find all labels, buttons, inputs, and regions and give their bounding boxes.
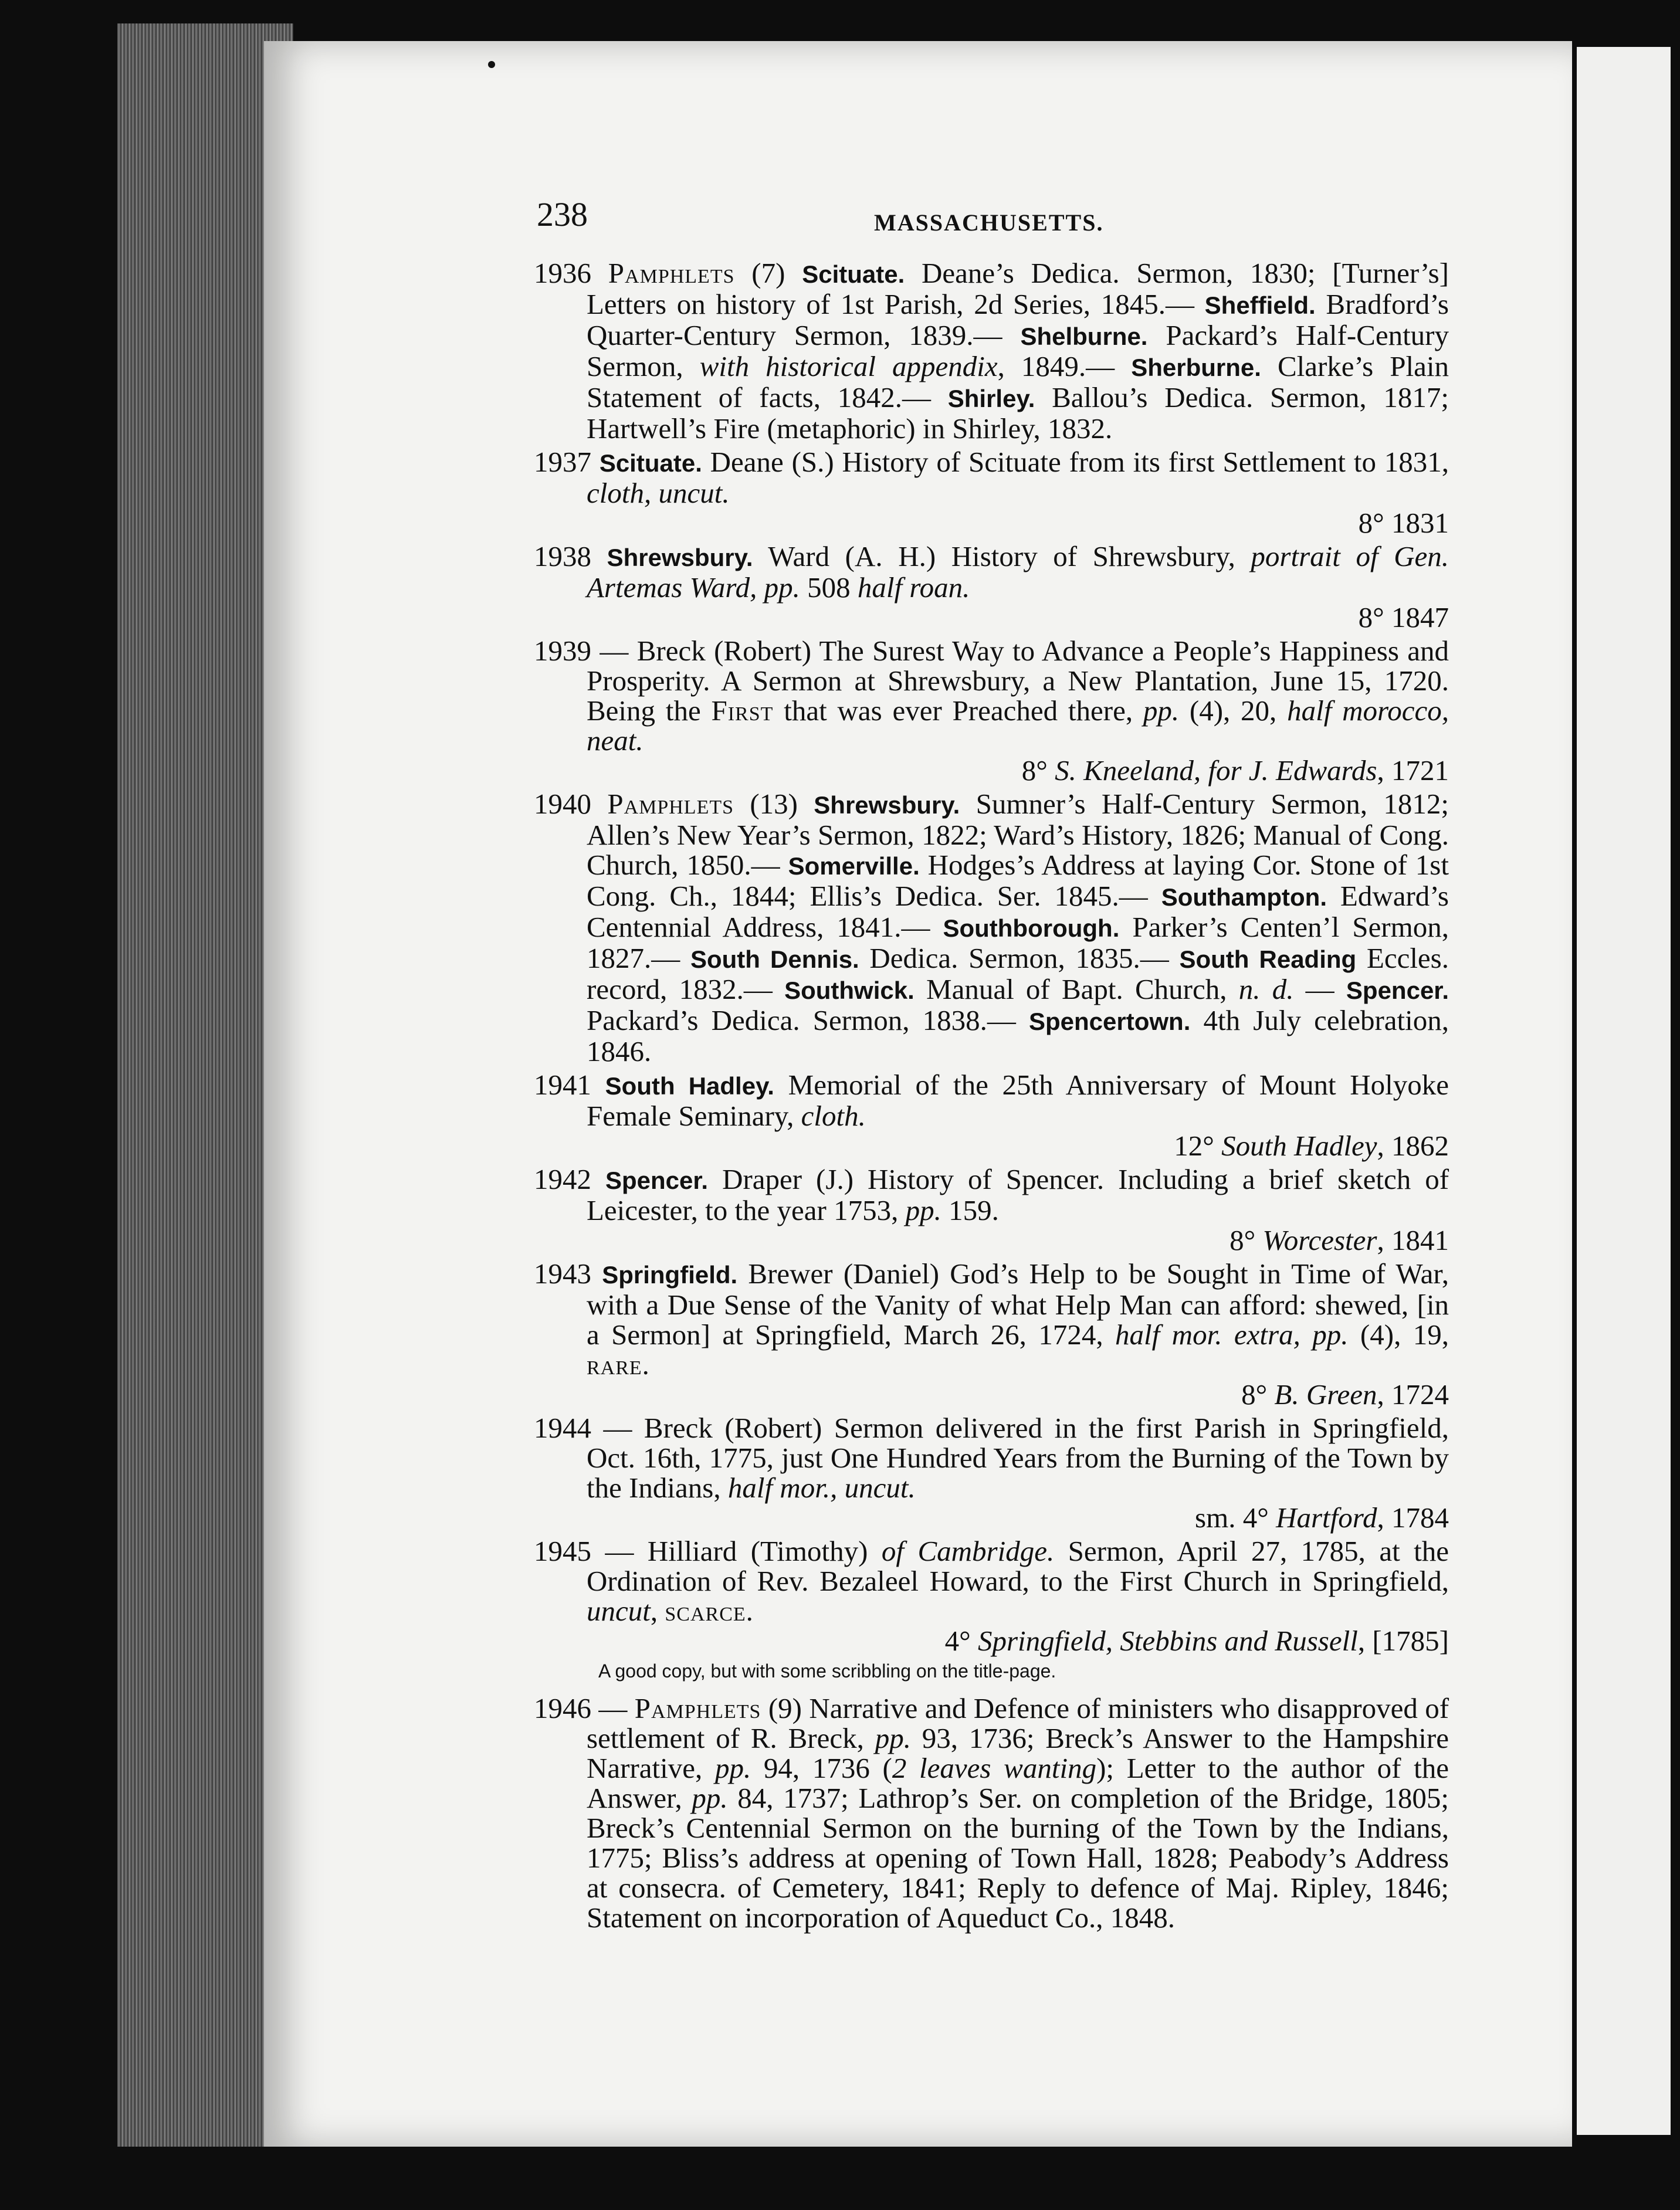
entry-text: 159.	[941, 1194, 999, 1226]
entry-place-heading: Spencertown.	[1028, 1008, 1191, 1035]
entry-note: A good copy, but with some scribbling on the title-page.	[598, 1660, 1056, 1682]
entry-text: pp.	[875, 1722, 911, 1754]
entry-number: 1944	[534, 1412, 604, 1444]
entry-place-heading: Shirley.	[947, 385, 1035, 412]
entry-text: cloth, uncut.	[587, 477, 730, 509]
entry-number: 1942	[534, 1163, 605, 1195]
entry-text: Packard’s Half-Century Sermon,	[587, 319, 1449, 382]
entry-text: Manual of Bapt. Church,	[914, 973, 1239, 1005]
entry-imprint	[587, 508, 1449, 538]
entry-text: 4°	[944, 1625, 978, 1657]
entry-text: Springfield, Stebbins and Russell	[977, 1625, 1358, 1657]
catalogue-entry	[534, 541, 1449, 632]
entry-text: sm. 4°	[1195, 1501, 1276, 1534]
catalogue-entry	[534, 1259, 1449, 1409]
entry-text: (4), 19,	[1348, 1318, 1449, 1351]
entry-place-heading: Spencer.	[605, 1167, 709, 1194]
entry-text: pp.	[1143, 694, 1180, 727]
entry-text: portrait of Gen. Artemas Ward, pp.	[587, 540, 1449, 604]
entry-text: First	[711, 694, 774, 727]
entry-text: 8° 1831	[1358, 507, 1449, 539]
entry-place-heading: Southborough.	[943, 914, 1120, 942]
catalogue-entry	[534, 1164, 1449, 1255]
entry-text: Ward (A. H.) History of Shrewsbury,	[753, 540, 1251, 572]
entry-place-heading: Shrewsbury.	[607, 544, 753, 571]
entry-text: half mor. extra, pp.	[1115, 1318, 1349, 1351]
entry-imprint	[587, 1379, 1449, 1409]
entry-text: (9) Narrative and Defence of ministers who disapproved of settlement of R. Breck,	[587, 1692, 1449, 1754]
entry-text: Parker’s Centen’l Sermon, 1827.—	[587, 911, 1449, 974]
page-content	[534, 195, 1449, 1936]
page-number: 238	[537, 195, 588, 233]
entry-text: (7)	[734, 257, 802, 289]
entry-text: Pamphlets	[634, 1692, 761, 1724]
entry-text: Pamphlets	[608, 257, 735, 289]
running-title: MASSACHUSETTS.	[874, 209, 1104, 236]
entry-imprint	[587, 1503, 1449, 1533]
entry-text: 94, 1736 (	[751, 1752, 892, 1784]
entry-text: Deane (S.) History of Scituate from its first Settlement to 1831,	[702, 446, 1449, 478]
entry-text: pp.	[714, 1752, 751, 1784]
entry-number: 1938	[534, 540, 607, 572]
entry-text: Pamphlets	[607, 788, 734, 820]
entry-text: Dedica. Sermon, 1835.—	[859, 942, 1180, 974]
entry-text: ,	[650, 1595, 665, 1627]
entry-text: Eccles. record, 1832.—	[587, 942, 1449, 1005]
entry-text: , 1721	[1377, 754, 1449, 787]
entry-place-heading: Shrewsbury.	[814, 791, 960, 819]
entry-place-heading: Scituate.	[802, 260, 905, 288]
entry-place-heading: Somerville.	[788, 852, 920, 880]
entry-text: , 1841	[1377, 1224, 1449, 1256]
entry-text: Sumner’s Half-Century Sermon, 1812; Allen’s New Year’s Sermon, 1822; Ward’s History, 1826; Manual of Cong. Church, 1850.—	[587, 788, 1449, 881]
entry-text: Sermon, April 27, 1785, at the Ordination of Rev. Bezaleel Howard, to the First Church in Springfield,	[587, 1535, 1449, 1597]
entry-place-heading: South Reading	[1179, 945, 1357, 973]
entry-text: cloth.	[801, 1100, 866, 1132]
entry-text: pp.	[692, 1782, 728, 1814]
entry-text: 84, 1737; Lathrop’s Ser. on completion of the Bridge, 1805; Breck’s Centennial Sermon on the burning of the Town by the Indians, 1775; Bliss’s address at opening of Town Hall, 1828; Peabody’s Address at consecra. of Cemetery, 1841; Reply to defence of Maj. Ripley, 1846; Statement on incorporation of Aqueduct Co., 1848.	[587, 1782, 1449, 1934]
entry-text: 93, 1736; Breck’s Answer to the Hampshire Narrative,	[587, 1722, 1449, 1784]
entry-place-heading: Southwick.	[784, 977, 914, 1004]
entry-place-heading: Scituate.	[599, 449, 702, 477]
print-speck	[488, 61, 495, 68]
entry-place-heading: Sherburne.	[1131, 354, 1261, 381]
catalogue-entry	[534, 447, 1449, 538]
entry-text: — Breck (Robert) Sermon delivered in the first Parish in Springfield, Oct. 16th, 1775, just One Hundred Years from the Burning of the Town by the Indians,	[587, 1412, 1449, 1504]
entry-text: n. d.	[1238, 973, 1294, 1005]
entry-text: Ballou’s Dedica. Sermon, 1817; Hartwell’s Fire (metaphoric) in Shirley, 1832.	[587, 381, 1449, 445]
catalogue-entry	[534, 636, 1449, 785]
entry-number: 1937	[534, 446, 599, 478]
entry-text: pp.	[905, 1194, 941, 1226]
entry-text: , [1785]	[1357, 1625, 1449, 1657]
entry-text: —	[1293, 973, 1346, 1005]
entry-place-heading: Shelburne.	[1020, 323, 1148, 350]
entry-place-heading: Sheffield.	[1204, 291, 1316, 319]
entry-text: Bradford’s Quarter-Century Sermon, 1839.—	[587, 288, 1449, 351]
entry-imprint	[587, 1131, 1449, 1161]
entry-text: — Breck (Robert) The Surest Way to Advance a People’s Happiness and Prosperity. A Sermon at Shrewsbury, a New Plantation, June 15, 1720. Being the	[587, 635, 1449, 727]
facing-page-edge	[1577, 47, 1671, 2135]
entry-number: 1941	[534, 1069, 605, 1101]
catalogue-entry	[534, 1413, 1449, 1533]
entry-text: 8° 1847	[1358, 601, 1449, 633]
catalogue-entry	[534, 1693, 1449, 1933]
entry-text: S. Kneeland, for J. Edwards	[1055, 754, 1377, 787]
entry-text: 8°	[1229, 1224, 1263, 1256]
entry-text: (13)	[734, 788, 814, 820]
entry-imprint	[587, 602, 1449, 632]
entry-imprint	[587, 755, 1449, 785]
entry-text: Worcester	[1262, 1224, 1377, 1256]
entry-place-heading: Southampton.	[1161, 883, 1327, 911]
entry-text: Brewer (Daniel) God’s Help to be Sought in Time of War, with a Due Sense of the Vanity of what Help Man can afford: shewed, [in a Sermon] at Springfield, March 26, 1724,	[587, 1257, 1449, 1351]
entry-number: 1940	[534, 788, 608, 820]
entry-number: 1945	[534, 1535, 605, 1567]
catalogue-entry	[534, 1536, 1449, 1656]
entry-text: Packard’s Dedica. Sermon, 1838.—	[587, 1004, 1029, 1036]
entry-imprint	[587, 1626, 1449, 1656]
catalogue-entry	[534, 1070, 1449, 1161]
entry-text: of Cambridge.	[881, 1535, 1055, 1567]
entry-text: Deane’s Dedica. Sermon, 1830; [Turner’s] Letters on history of 1st Parish, 2d Series, 1845.—	[587, 257, 1449, 320]
entry-text: , 1784	[1377, 1501, 1449, 1534]
entry-number: 1943	[534, 1257, 602, 1290]
entry-text: half mor., uncut.	[727, 1472, 916, 1504]
entry-place-heading: Springfield.	[602, 1261, 738, 1289]
entry-text: rare.	[587, 1348, 650, 1381]
entry-text: , 1849.—	[997, 350, 1132, 382]
entry-text: 12°	[1174, 1130, 1222, 1162]
entry-text: Hodges’s Address at laying Cor. Stone of 1st Cong. Ch., 1844; Ellis’s Dedica. Ser. 1845.—	[587, 849, 1449, 912]
entry-text: 2 leaves wanting	[892, 1752, 1097, 1784]
entry-text: half roan.	[857, 571, 970, 604]
entry-text: Memorial of the 25th Anniversary of Mount Holyoke Female Seminary,	[587, 1069, 1449, 1132]
entry-text: uncut	[587, 1595, 651, 1627]
entry-imprint	[587, 1225, 1449, 1255]
entry-text: (4), 20,	[1179, 694, 1288, 727]
entry-text: 4th July celebration, 1846.	[587, 1004, 1449, 1067]
entry-text: — Hilliard (Timothy)	[605, 1535, 882, 1567]
catalogue-entries	[534, 258, 1449, 1933]
entry-place-heading: Spencer.	[1346, 977, 1449, 1004]
entry-text: with historical appendix	[699, 350, 998, 382]
entry-text: , 1724	[1377, 1378, 1449, 1411]
catalogue-entry	[534, 789, 1449, 1066]
entry-text: South Hadley	[1221, 1130, 1377, 1162]
entry-number: 1946	[534, 1692, 599, 1724]
entry-text: Clarke’s Plain Statement of facts, 1842.—	[587, 350, 1449, 413]
entry-text: scarce.	[665, 1595, 754, 1627]
catalogue-entry	[534, 258, 1449, 443]
entry-text: Hartford	[1276, 1501, 1377, 1534]
entry-text: Draper (J.) History of Spencer. Including a brief sketch of Leicester, to the year 1753,	[587, 1163, 1449, 1226]
entry-place-heading: South Hadley.	[605, 1072, 774, 1100]
entry-text: 8°	[1021, 754, 1055, 787]
entry-place-heading: South Dennis.	[690, 945, 859, 973]
entry-text: ); Letter to the author of the Answer,	[587, 1752, 1449, 1814]
entry-text: 508	[800, 571, 858, 604]
entry-text: 8°	[1241, 1378, 1275, 1411]
entry-text: , 1862	[1377, 1130, 1449, 1162]
entry-text: half morocco, neat.	[587, 694, 1449, 757]
entry-text: —	[598, 1692, 635, 1724]
entry-number: 1939	[534, 635, 600, 667]
entry-text: B. Green	[1274, 1378, 1377, 1411]
entry-text: that was ever Preached there,	[773, 694, 1143, 727]
running-head	[534, 195, 1449, 246]
entry-text: Edward’s Centennial Address, 1841.—	[587, 880, 1449, 943]
entry-number: 1936	[534, 257, 608, 289]
